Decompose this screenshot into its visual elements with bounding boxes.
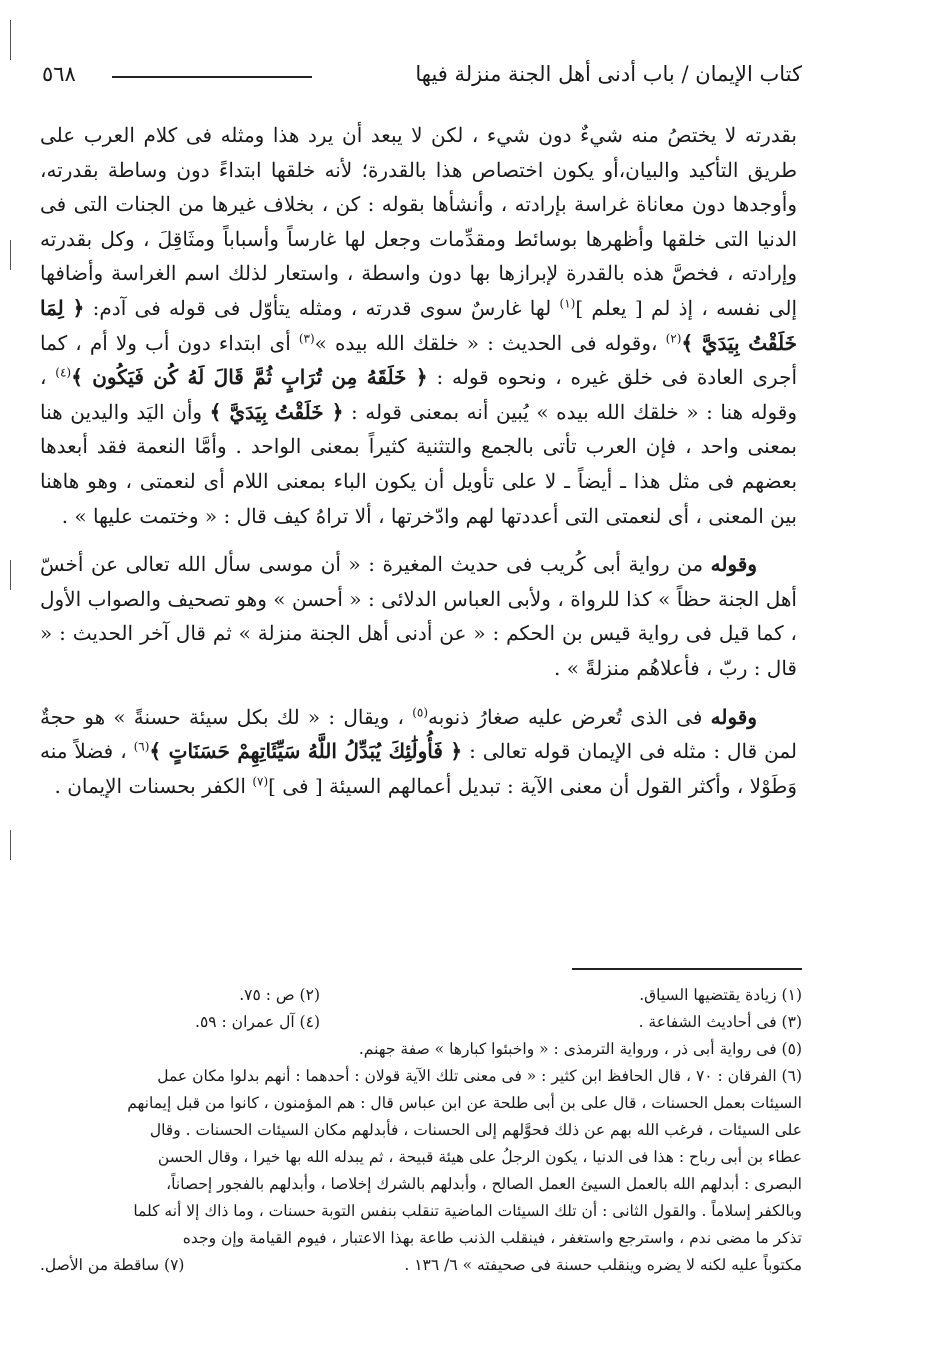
margin-mark-top (10, 20, 11, 60)
p1-line-4: الجنات التى فى الدنيا التى خلقها وأظهرها بوسائط ومقدِّمات وجعل لها غارساً وأسباباً (40, 192, 798, 251)
p1-line-6a: لذلك اسم الغراسة وأضافها إلى نفسه ، إذ لم [ يعلم ] (40, 261, 797, 320)
footnote-ref-5[interactable]: (٥) (412, 704, 429, 719)
header-title: كتاب الإيمان / باب أدنى أهل الجنة منزلة فيها (415, 62, 802, 86)
p3-line-1a: فى الذى تُعرض عليه صغارُ ذنوبه (428, 704, 711, 729)
quran-verse-2a: ﴿ خَلَقَهُ مِن تُرَابٍ (280, 365, 428, 390)
p3-line-2b: ، (120, 739, 134, 764)
p1-line-11: الواحد . وأمَّا النعمة فقد أبعدها بعضهم فى مثل هذا ـ أيضاً ـ لا على تأويل أن يكون الباء (40, 434, 798, 493)
footnote-6-line-7: تذكر ما مضى ندم ، واسترجع واستغفر ، فينقلب الذنب طاعة بهذا الاعتبار ، فيوم القيامة وإن وجده (182, 1229, 802, 1247)
footnote-6-line-3: على السيئات ، فرغب الله بهم عن ذلك فحوَّلهم إلى الحسنات ، فأبدلهم مكان السيئات الحسنات . وقال (149, 1121, 802, 1139)
footnote-6-line-8: مكتوباً عليه لكنه لا يضره وينقلب حسنة فى صحيفته » ٦/ ١٣٦ . (404, 1256, 802, 1274)
footnote-row-2 (40, 1009, 802, 1036)
paragraph-3 (40, 700, 797, 804)
p2-line-3: الأول ، كما قيل فى رواية قيس بن الحكم : « عن أدنى أهل الجنة منزلة » ثم قال آخر (40, 586, 797, 646)
p1-line-1: بقدرته لا يختصُ منه شيءٌ دون شيء ، لكن لا يبعد أن يرد هذا ومثله فى كلام العرب على (40, 123, 797, 147)
footnote-7: (٧) ساقطة من الأصل. (40, 1256, 185, 1274)
footnote-ref-4[interactable]: (٤) (55, 365, 72, 380)
p1-line-3: بقدرته، وأوجدها دون معاناة غراسة بإرادته ، وأنشأها بقوله : كن ، بخلاف غيرها من (40, 157, 797, 217)
footnote-6 (40, 1063, 802, 1279)
p2-line-2: أهل الجنة حظاً » كذا للرواة ، ولأبى العباس الدلائى : « أحسن » وهو تصحيف والصواب (87, 586, 797, 611)
paragraph-1 (40, 118, 797, 533)
paragraph-2 (40, 547, 797, 685)
p1-line-6b: لها غارسٌ سوى قدرته ، ومثله (298, 295, 560, 320)
page-header (42, 56, 802, 96)
p1-line-7b: ،وقوله فى الحديث : « خلقك الله بيده » (314, 330, 666, 355)
footnotes (40, 982, 802, 1279)
footnote-1: (١) زيادة يقتضيها السياق. (639, 986, 802, 1004)
footnote-6-last-row (40, 1252, 802, 1279)
footnote-4: (٤) آل عمران : ٥٩. (195, 1013, 320, 1031)
footnote-separator (572, 968, 802, 970)
p3-line-1b: ، ويقال : « لك بكل سيئة حسنةً » هو (84, 704, 413, 729)
footnote-3: (٣) فى أحاديث الشفاعة . (638, 1013, 802, 1031)
p3-line-3b: الكفر (202, 773, 253, 798)
footnote-ref-3[interactable]: (٣) (298, 330, 315, 345)
p1-line-9b: ، وقوله هنا : « خلقك الله بيده » يُبين أنه بمعنى قوله : (40, 365, 798, 424)
main-text (40, 118, 797, 817)
footnote-5: (٥) فى رواية أبى ذر ، ورواية الترمذى : « واخبئوا كبارها » صفة جهنم. (358, 1040, 802, 1058)
p3-line-4: بحسنات الإيمان . (54, 773, 196, 798)
footnote-6-line-5: البصرى : أبدلهم الله بالعمل السيئ العمل الصالح ، وأبدلهم بالشرك إخلاصا ، وأبدلهم بالفجور إحصاناً، (166, 1175, 802, 1193)
page-number: ٥٦٨ (42, 62, 76, 86)
quran-verse-3b: بِيَدَيَّ ﴾ (209, 399, 268, 424)
footnote-6-line-1: (٦) الفرقان : ٧٠ ، قال الحافظ ابن كثير : « فى معنى تلك الآية قولان : أحدهما : أنهم بدلوا مكان عمل (157, 1067, 802, 1085)
footnote-ref-2[interactable]: (٢) (665, 330, 682, 345)
p2-line-1: من رواية أبى كُريب فى حديث المغيرة : « أن موسى سأل الله تعالى عن أخسّ (40, 552, 711, 577)
p3-line-3a: فضلاً منه وَطَوْلا ، وأكثر القول أن معنى الآية : تبديل أعمالهم السيئة [ فى ] (40, 739, 797, 798)
footnote-6-line-2: السيئات بعمل الحسنات ، قال على بن أبى طلحة عن ابن عباس قال : هم المؤمنون ، كانوا من قبل إيمانهم (127, 1094, 802, 1112)
header-rule (112, 76, 312, 78)
p3-keyword: وقوله (710, 704, 757, 729)
footnote-ref-1[interactable]: (١) (559, 296, 576, 311)
footnote-ref-7[interactable]: (٧) (252, 774, 269, 789)
p2-line-4: الحديث : « قال : ربّ ، فأعلاهُم منزلةً » . (40, 621, 797, 680)
margin-mark-mid (10, 240, 11, 270)
p1-line-10b: وأن اليَد واليدين هنا بمعنى واحد ، فإن العرب تأتى بالجمع والتثنية كثيراً بمعنى (40, 399, 797, 459)
quran-verse-3a: ﴿ خَلَقْتُ (274, 399, 344, 424)
margin-mark-mid-2 (10, 560, 11, 590)
p1-line-5: ومثَاقِلَ ، وكل بقدرته وإرادته ، فخصَّ هذه بالقدرة لإبرازها بها دون واسطة ، واستعار (40, 226, 797, 286)
footnote-6-line-4: عطاء بن أبى رباح : هذا فى الدنيا ، يكون الرجلُ على هيئة قبيحة ، ثم يبدله الله بها خيرا ، وقال الحسن (157, 1148, 802, 1166)
p1-line-8a: أى ابتداء دون أب ولا أم ، كما أجرى العادة فى خلق غيره ، ونحوه قوله : (40, 330, 798, 390)
footnote-ref-6[interactable]: (٦) (133, 739, 150, 754)
quran-verse-4: ﴿ فَأُولَٰئِكَ يُبَدِّلُ اللَّهُ سَيِّئَاتِهِمْ حَسَنَاتٍ ﴾ (149, 739, 463, 764)
footnote-2: (٢) ص : ٧٥. (239, 986, 320, 1004)
footnote-row-1 (40, 982, 802, 1009)
p3-line-2a: حجةٌ لمن قال : مثله فى الإيمان قوله تعالى : (40, 704, 798, 764)
p1-line-7a: يتأوّل فى قوله فى آدم: (84, 295, 291, 320)
p2-keyword: وقوله (710, 552, 757, 577)
quran-verse-2b: ثُمَّ قَالَ لَهُ كُن فَيَكُون ﴾ (71, 365, 273, 390)
p1-line-12: بمعنى اللام أى لنعمتى ، وهو هاهنا بين المعنى ، أى لنعمتى التى أعددتها لهم وادّخرتها ، (40, 468, 797, 528)
p1-line-13: ألا تراهُ كيف قال : « وختمت عليها » . (61, 503, 372, 528)
quran-verse-1: ﴿ لِمَا خَلَقْتُ بِيَدَيَّ ﴾ (40, 295, 797, 355)
margin-mark-bottom (10, 830, 11, 860)
footnote-6-line-6: وبالكفر إسلاماً . والقول الثانى : أن تلك السيئات الماضية تنقلب بنفس التوبة حسنات ، وما ذاك إلا أنه كلما (133, 1202, 802, 1220)
p1-line-2: طريق التأكيد والبيان،أو يكون اختصاص هذا بالقدرة؛ لأنه خلقها ابتداءً دون وساطة (107, 157, 797, 182)
